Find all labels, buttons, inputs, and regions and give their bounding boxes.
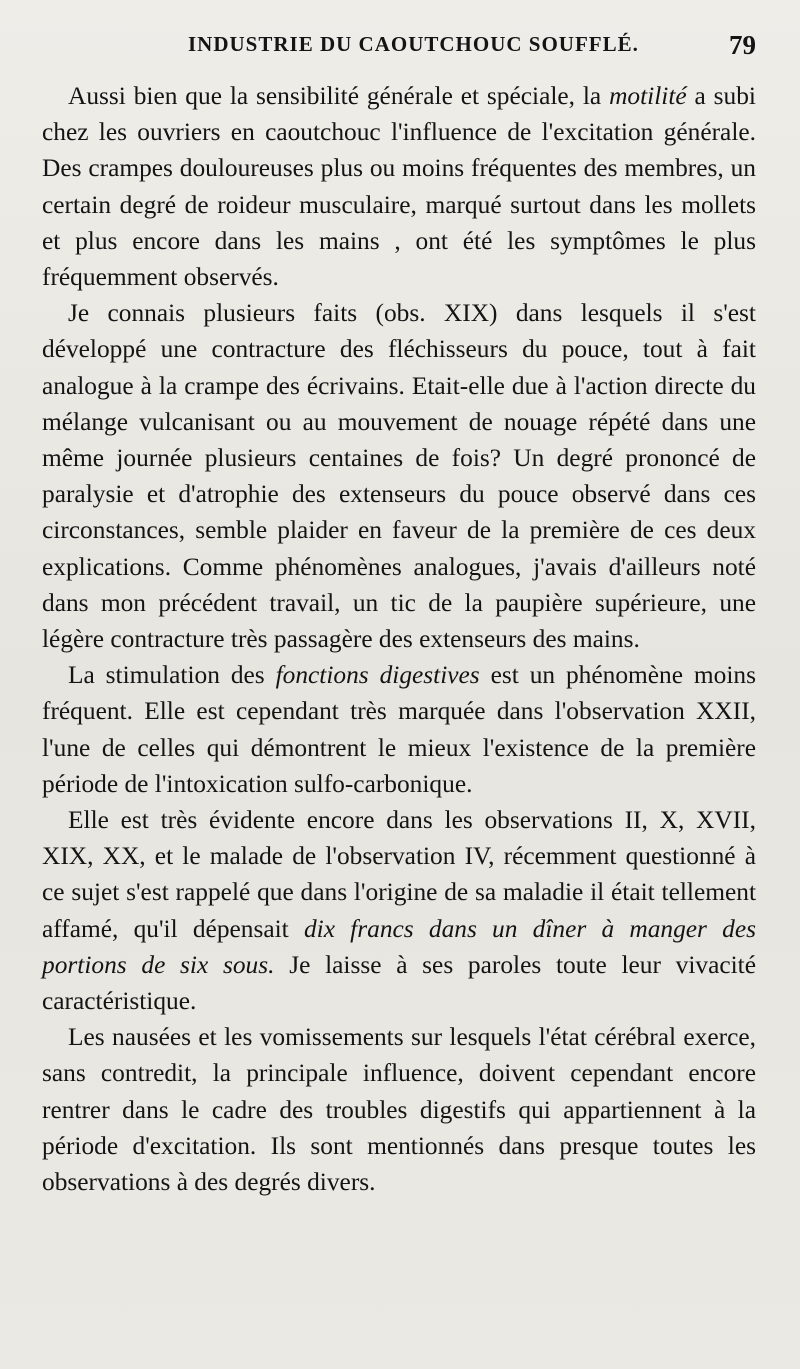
emphasis-motilite: motilité: [609, 82, 687, 110]
paragraph-contracture: Je connais plusieurs faits (obs. XIX) dans lesquels il s'est développé une contracture des fléchisseurs du pouce, tout à fait analogue à la crampe des écrivains. Etait-elle due à l'action directe du mélange vulcanisant ou au mouvement de nouage répété dans une même journée plusieurs centaines de fois? Un degré prononcé de paralysie et d'atrophie des extenseurs du pouce observé dans ces circonstances, semble plaider en faveur de la première de ces deux explications. Comme phénomènes analogues, j'avais d'ailleurs noté dans mon précédent travail, un tic de la paupière supérieure, une légère contracture très passagère des extenseurs des mains.: [42, 299, 756, 654]
running-title: INDUSTRIE DU CAOUTCHOUC SOUFFLÉ.: [188, 32, 639, 56]
paragraph-fonctions-digestives: La stimulation des fonctions digestives est un phénomène moins fréquent. Elle est cependant très marquée dans l'observation XXII, l'une de celles qui démontrent le mieux l'existence de la première période de l'intoxication sulfo-carbonique.: [42, 661, 756, 798]
paragraph-observations: Elle est très évidente encore dans les observations II, X, XVII, XIX, XX, et le malade de l'observation IV, récemment questionné à ce sujet s'est rappelé que dans l'origine de sa maladie il était tellement affamé, qu'il dépensait dix francs dans un dîner à manger des portions de six sous. Je laisse à ses paroles toute leur vivacité caractéristique.: [42, 806, 756, 1016]
page-number: 79: [729, 30, 756, 60]
emphasis-fonctions-digestives: fonctions digestives: [275, 661, 480, 690]
body-text: [42, 78, 756, 1200]
emphasis-quote: dix francs dans un dîner à manger des portions de six sous.: [42, 914, 756, 979]
paragraph-motilite: Aussi bien que la sensibilité générale et spéciale, la motilité a subi chez les ouvriers en caoutchouc l'influence de l'excitation générale. Des crampes douloureuses plus ou moins fréquentes des membres, un certain degré de roideur musculaire, marqué surtout dans les mollets et plus encore dans les mains , ont été les symptômes le plus fréquemment observés.: [42, 82, 756, 292]
paragraph-nausees: Les nausées et les vomissements sur lesquels l'état cérébral exerce, sans contredit, la principale influence, doivent cependant encore rentrer dans le cadre des troubles digestifs qui appartiennent à la période d'excitation. Ils sont mentionnés dans presque toutes les observations à des degrés divers.: [42, 1023, 756, 1197]
